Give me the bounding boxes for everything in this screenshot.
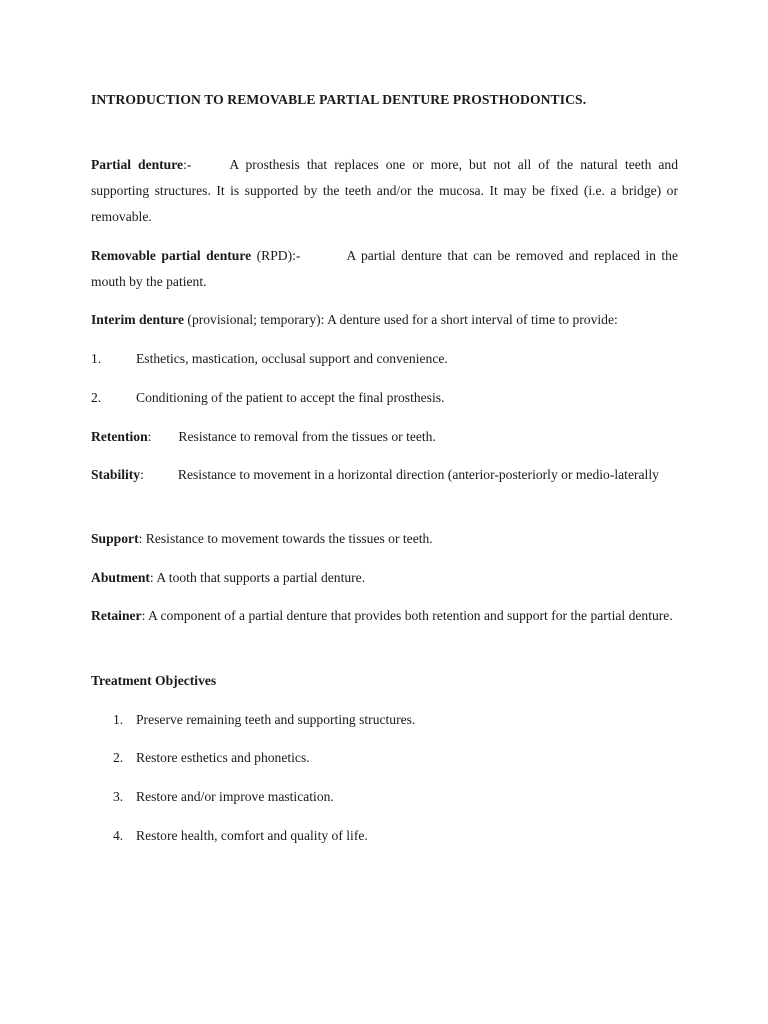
list-text: Restore health, comfort and quality of life. (136, 828, 368, 843)
definition-partial-denture (91, 152, 678, 230)
list-number: 2. (91, 390, 102, 405)
list-item (91, 385, 444, 411)
definition-retainer (91, 603, 678, 629)
term-support: Support (91, 531, 139, 546)
definition-rpd (91, 243, 678, 295)
list-text: Preserve remaining teeth and supporting structures. (136, 712, 416, 727)
list-item (113, 823, 368, 849)
section-heading: Treatment Objectives (91, 673, 217, 688)
term-abutment: Abutment (91, 570, 150, 585)
definition-text: : Resistance to movement towards the tissues or teeth. (138, 531, 433, 546)
definition-text: : A tooth that supports a partial denture. (149, 570, 366, 585)
definition-text: A partial denture that can be removed and replaced in the mouth by the patient. (91, 248, 678, 289)
term-interim-denture: Interim denture (91, 312, 185, 327)
list-item (113, 784, 334, 810)
list-item (113, 707, 415, 733)
term-suffix: :- (183, 157, 192, 172)
definition-stability (91, 462, 678, 488)
term-retention: Retention (91, 429, 148, 444)
term-retainer: Retainer (91, 608, 142, 623)
term-partial-denture: Partial denture (91, 157, 184, 172)
definition-text: : A component of a partial denture that provides both retention and support for the partial denture. (141, 608, 673, 623)
list-number: 3. (113, 789, 124, 804)
term-suffix: (RPD):- (251, 248, 301, 263)
list-item (91, 346, 448, 372)
list-number: 1. (91, 351, 102, 366)
list-number: 4. (113, 828, 124, 843)
list-item (113, 745, 310, 771)
definition-text: Resistance to movement in a horizontal direction (anterior-posteriorly or medio-laterally (177, 467, 659, 482)
definition-text: Resistance to removal from the tissues or teeth. (178, 429, 436, 444)
definition-interim-denture (91, 307, 678, 333)
term-rpd: Removable partial denture (91, 248, 252, 263)
list-number: 1. (113, 712, 124, 727)
definition-retention (91, 424, 678, 450)
definition-text: A prosthesis that replaces one or more, but not all of the natural teeth and supporting structures. It is supported by the teeth and/or the mucosa. It may be fixed (i.e. a bridge) or removable. (91, 157, 678, 224)
list-text: Conditioning of the patient to accept the final prosthesis. (136, 390, 445, 405)
list-number: 2. (113, 750, 124, 765)
definition-abutment (91, 565, 678, 591)
list-text: Restore and/or improve mastication. (136, 789, 334, 804)
term-suffix: : (140, 467, 144, 482)
definition-support (91, 526, 678, 552)
document-title: INTRODUCTION TO REMOVABLE PARTIAL DENTURE PROSTHODONTICS. (91, 92, 587, 107)
list-text: Esthetics, mastication, occlusal support and convenience. (136, 351, 448, 366)
list-text: Restore esthetics and phonetics. (136, 750, 310, 765)
term-stability: Stability (91, 467, 141, 482)
definition-text: (provisional; temporary): A denture used for a short interval of time to provide: (184, 312, 618, 327)
term-suffix: : (147, 429, 152, 444)
